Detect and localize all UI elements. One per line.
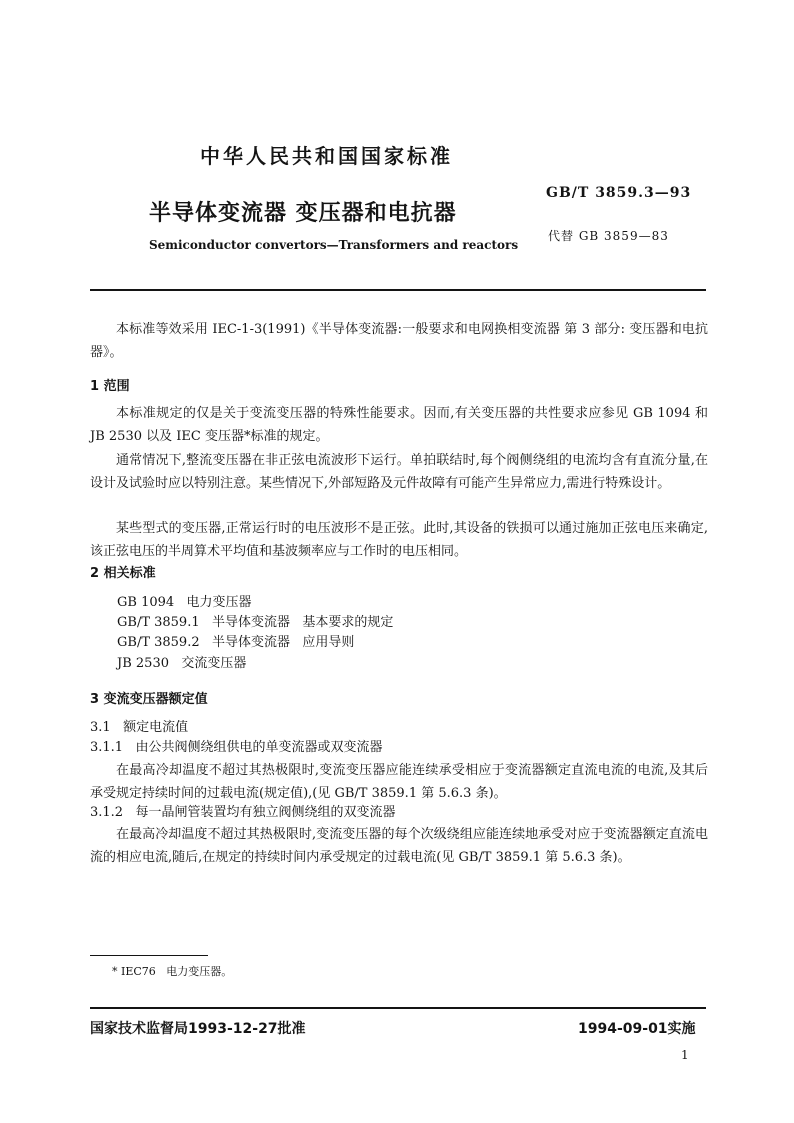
subsection-3-1-2-heading: 3.1.2 每一晶闸管装置均有独立阀侧绕组的双变流器 [90,805,396,820]
footnote: * IEC76 电力变压器。 [112,965,233,978]
subsection-3-1-1-heading: 3.1.1 由公共阀侧绕组供电的单变流器或双变流器 [90,740,383,755]
implementation-date: 1994-09-01实施 [578,1021,696,1037]
header-rule [90,289,706,291]
document-title-en: Semiconductor convertors—Transformers and reactors [149,238,519,252]
standard-code: GB/T 3859.3—93 [546,185,692,201]
page-number: 1 [681,1048,689,1062]
national-standard-title: 中华人民共和国国家标准 [200,144,453,168]
related-standard-item: GB 1094 电力变压器 [117,595,252,610]
approval-line: 国家技术监督局1993-12-27批准 [90,1021,306,1037]
section-1-para-2: 通常情况下,整流变压器在非正弦电流波形下运行。单拍联结时,每个阀侧绕组的电流均含有直流分量,在设计及试验时应以特别注意。某些情况下,外部短路及元件故障有可能产生异常应力,需进行特殊设计。 [90,453,708,491]
subsection-3-1-heading: 3.1 额定电流值 [90,720,189,735]
subsection-3-1-1-para: 在最高冷却温度不超过其热极限时,变流变压器应能连续承受相应于变流器额定直流电流的电流,及其后承受规定持续时间的过载电流(规定值),(见 GB/T 3859.1 第 5.6.3 条)。 [90,763,708,801]
subsection-3-1-2-para: 在最高冷却温度不超过其热极限时,变流变压器的每个次级绕组应能连续地承受对应于变流器额定直流电流的相应电流,随后,在规定的持续时间内承受规定的过载电流(见 GB/T 3859.1 第 5.6.3 条)。 [90,827,708,865]
footnote-rule [90,955,208,956]
section-3-heading: 3 变流变压器额定值 [90,692,208,707]
related-standard-item: JB 2530 交流变压器 [117,656,247,671]
section-2-heading: 2 相关标准 [90,566,156,581]
replaces-note: 代替 GB 3859—83 [548,229,669,243]
section-1-para-1: 本标准规定的仅是关于变流变压器的特殊性能要求。因而,有关变压器的共性要求应参见 GB 1094 和 JB 2530 以及 IEC 变压器*标准的规定。 [90,406,708,444]
section-1-heading: 1 范围 [90,379,130,394]
related-standard-item: GB/T 3859.2 半导体变流器 应用导则 [117,635,355,650]
intro-paragraph: 本标准等效采用 IEC-1-3(1991)《半导体变流器:一般要求和电网换相变流器 第 3 部分: 变压器和电抗器》。 [90,322,708,360]
footer-rule [90,1007,706,1009]
document-title-cn: 半导体变流器 变压器和电抗器 [149,201,457,226]
related-standard-item: GB/T 3859.1 半导体变流器 基本要求的规定 [117,615,394,630]
section-1-para-3: 某些型式的变压器,正常运行时的电压波形不是正弦。此时,其设备的铁损可以通过施加正弦电压来确定,该正弦电压的半周算术平均值和基波频率应与工作时的电压相同。 [90,521,708,559]
